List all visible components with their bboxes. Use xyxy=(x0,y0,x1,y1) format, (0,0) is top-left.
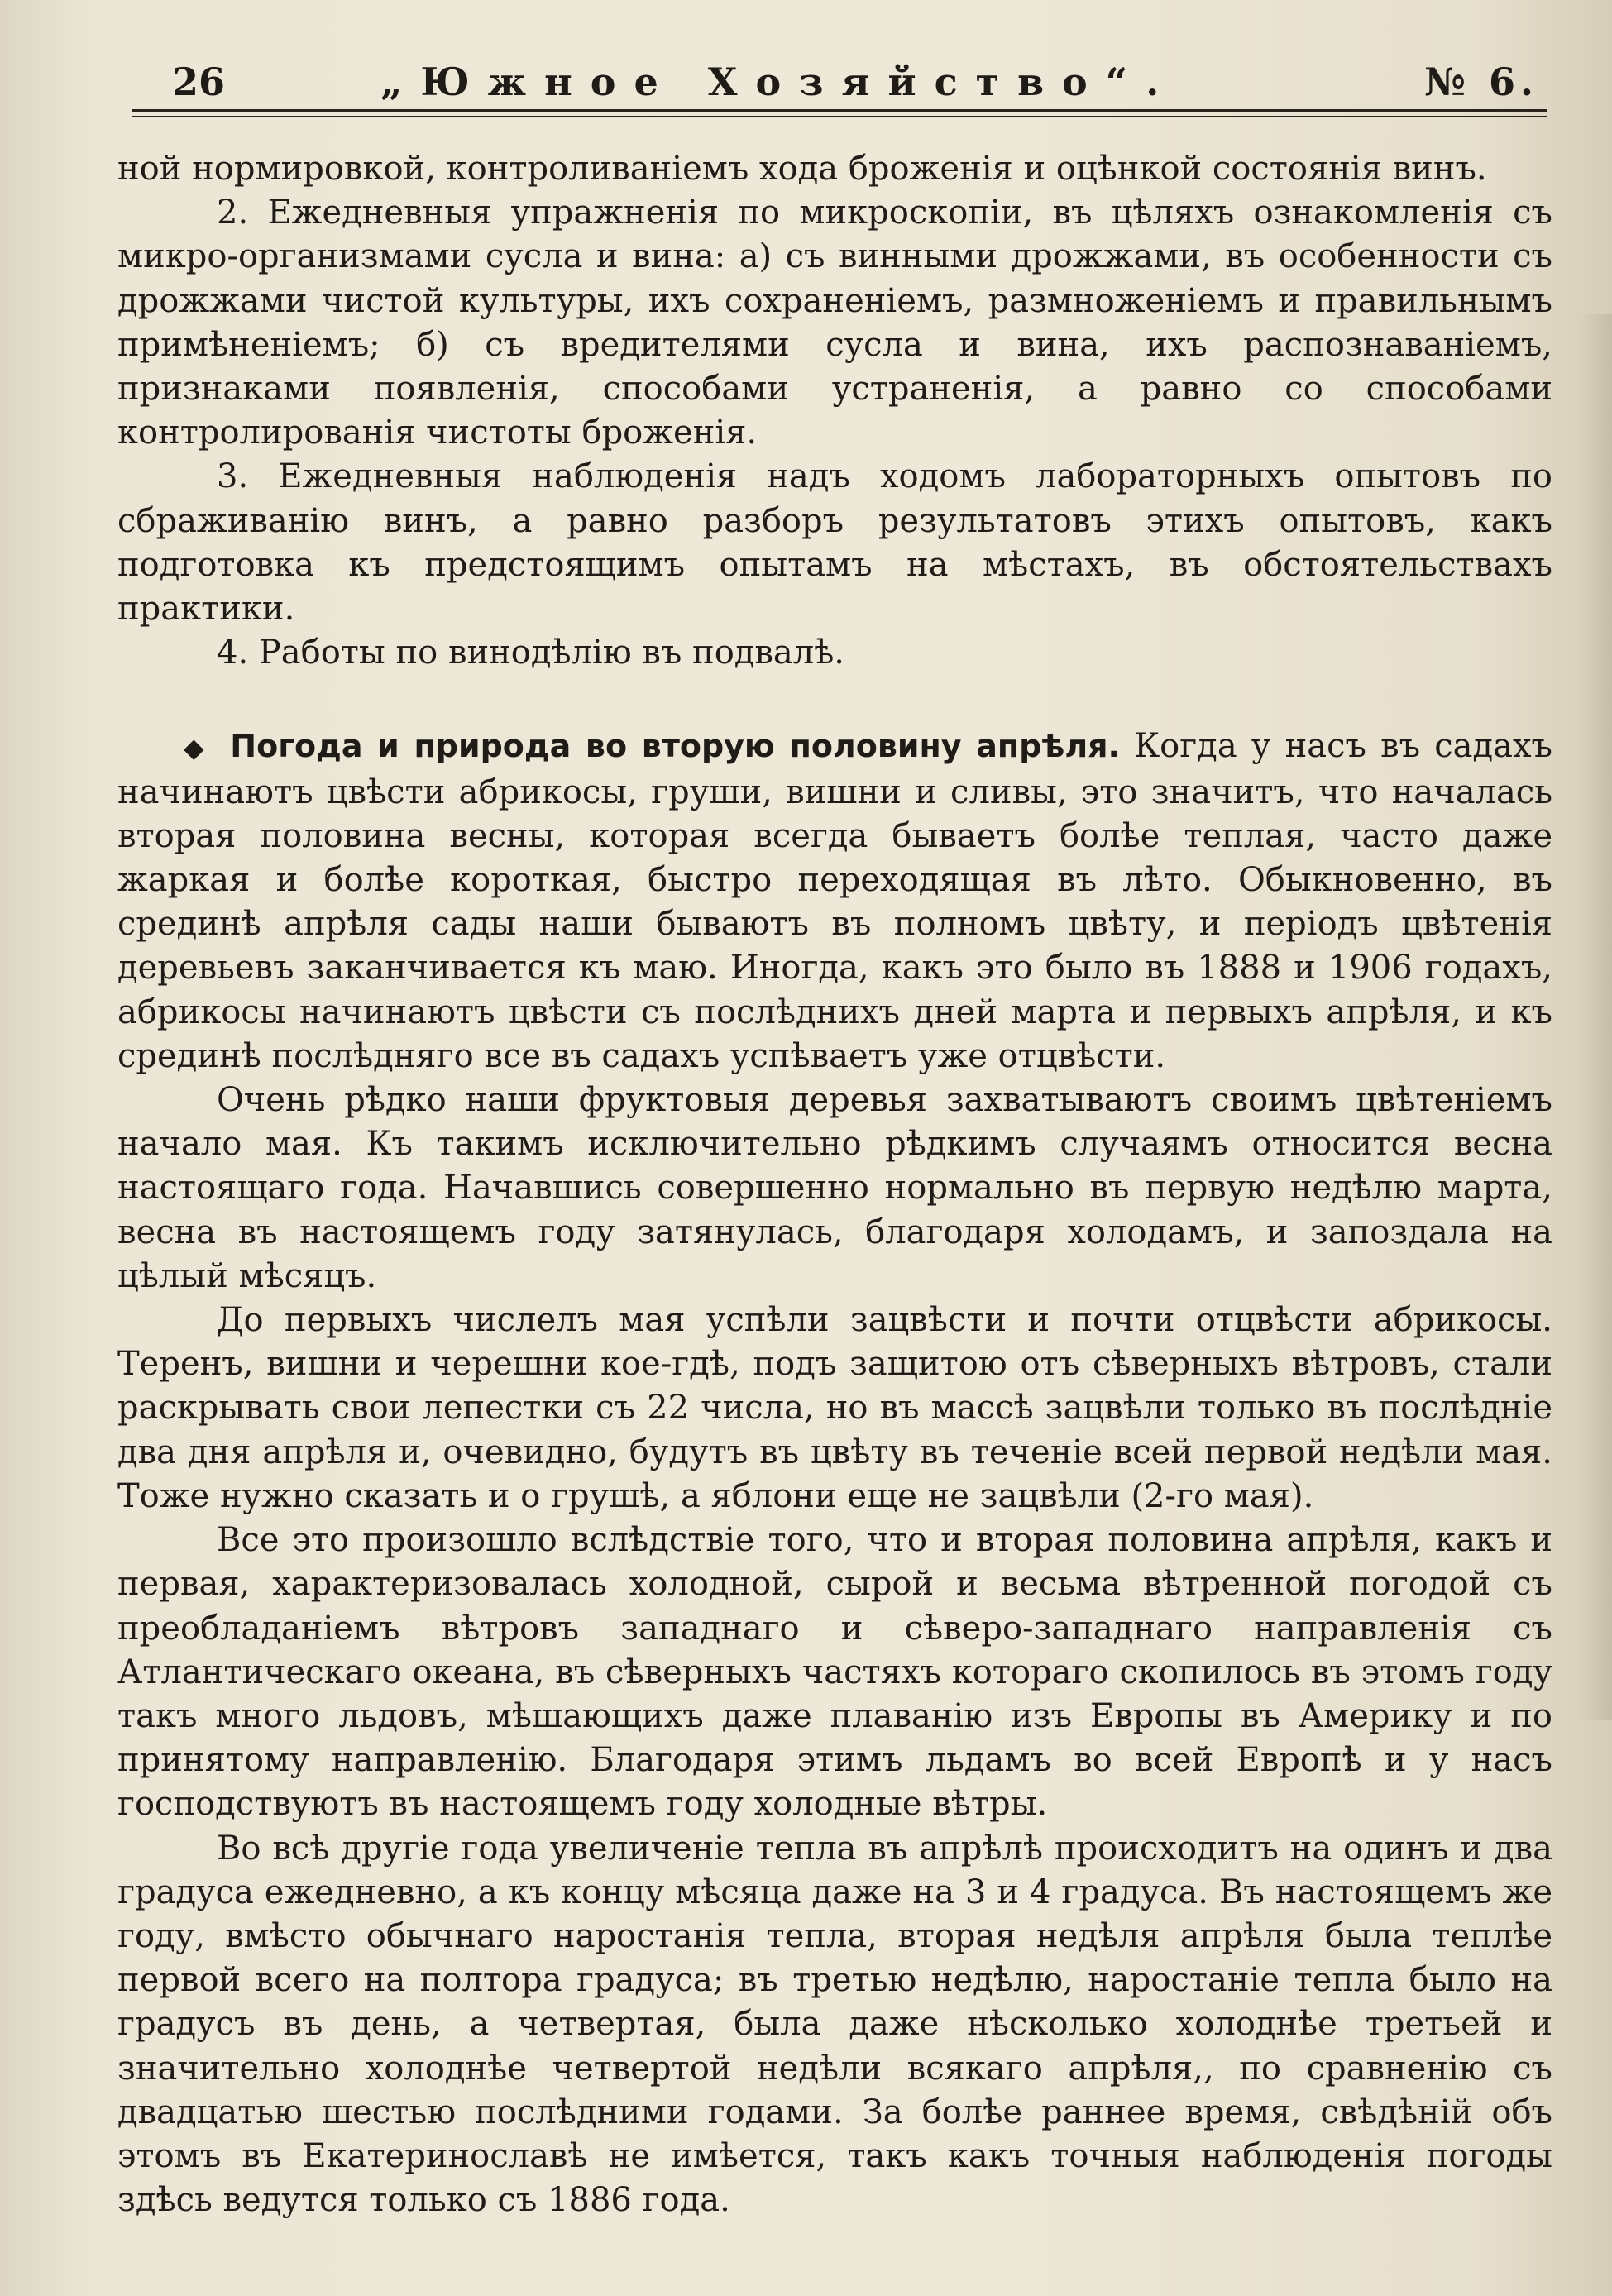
paragraph: 4. Работы по винодѣлію въ подвалѣ. xyxy=(217,634,845,672)
article-lead-text: Когда у насъ въ садахъ начинаютъ цвѣсти абрикосы, груши, вишни и сливы, это значитъ, что началась вторая половина весны, которая всегда бываетъ болѣе теплая, часто даже жаркая и болѣе короткая, быстро переходящая въ лѣто. Обыкновенно, въ срединѣ апрѣля сады наши бываютъ въ полномъ цвѣту, и періодъ цвѣтенія деревьевъ заканчивается къ маю. Иногда, какъ это было въ 1888 и 1906 годахъ, абрикосы начинаютъ цвѣсти съ послѣднихъ дней марта и первыхъ апрѣля, и къ срединѣ послѣдняго все въ садахъ успѣваетъ уже отцвѣсти. xyxy=(117,727,1552,1075)
page-number: 26 xyxy=(172,60,226,104)
paragraph: ной нормировкой, контроливаніемъ хода броженія и оцѣнкой состоянія винъ. xyxy=(117,150,1487,188)
article-lead-paragraph xyxy=(117,725,1552,1079)
running-header xyxy=(132,53,1538,111)
paragraph: До первыхъ числелъ мая успѣли зацвѣсти и почти отцвѣсти абрикосы. Теренъ, вишни и черешни кое-гдѣ, подъ защитою отъ сѣверныхъ вѣтровъ, стали раскрывать свои лепестки съ 22 числа, но въ массѣ зацвѣли только въ послѣдніе два дня апрѣля и, очевидно, будутъ въ цвѣту въ теченіе всей первой недѣли мая. Тоже нужно сказать и о грушѣ, а яблони еще не зацвѣли (2-го мая). xyxy=(117,1301,1552,1515)
header-rule-thin xyxy=(132,116,1547,117)
paragraph: 2. Ежедневныя упражненія по микроскопіи, въ цѣляхъ ознакомленія съ микро-организмами сусла и вина: а) съ винными дрожжами, въ особенности съ дрожжами чистой культуры, ихъ сохраненіемъ, размноженіемъ и правильнымъ примѣненіемъ; б) съ вредителями сусла и вина, ихъ распознаваніемъ, признаками появленія, способами устраненія, а равно со способами контролированія чистоты броженія. xyxy=(117,194,1552,452)
body-text xyxy=(117,147,1552,2222)
paragraph: Во всѣ другіе года увеличеніе тепла въ апрѣлѣ происходитъ на одинъ и два градуса ежедневно, а къ концу мѣсяца даже на 3 и 4 градуса. Въ настоящемъ же году, вмѣсто обычнаго наростанія тепла, вторая недѣля апрѣля была теплѣе первой всего на полтора градуса; въ третью недѣлю, наростаніе тепла было на градусъ въ день, а четвертая, была даже нѣсколько холоднѣе третьей и значительно холоднѣе четвертой недѣли всякаго апрѣля,, по сравненію съ двадцатью шестью послѣдними годами. За болѣе раннее время, свѣдѣній объ этомъ въ Екатеринославѣ не имѣется, такъ какъ точныя наблюденія погоды здѣсь ведутся только съ 1886 года. xyxy=(117,1829,1552,2220)
page-edge-shadow xyxy=(1581,314,1612,1720)
section-marker-icon: ◆ xyxy=(184,732,208,764)
header-rule xyxy=(132,109,1547,112)
issue-number: № 6. xyxy=(1423,60,1538,104)
paragraph: Очень рѣдко наши фруктовыя деревья захватываютъ своимъ цвѣтеніемъ начало мая. Къ такимъ исключительно рѣдкимъ случаямъ относится весна настоящаго года. Начавшись совершенно нормально въ первую недѣлю марта, весна въ настоящемъ году затянулась, благодаря холодамъ, и запоздала на цѣлый мѣсяцъ. xyxy=(117,1081,1552,1295)
journal-title: „Южное Хозяйство“. xyxy=(380,60,1178,104)
article-heading: Погода и природа во вторую половину апрѣля. xyxy=(230,728,1120,765)
paragraph: Все это произошло вслѣдствіе того, что и вторая половина апрѣля, какъ и первая, характеризовалась холодной, сырой и весьма вѣтренной погодой съ преобладаніемъ вѣтровъ западнаго и сѣверо-западнаго направленія съ Атлантическаго океана, въ сѣверныхъ частяхъ котораго скопилось въ этомъ году такъ много льдовъ, мѣшающихъ даже плаванію изъ Европы въ Америку и по принятому направленію. Благодаря этимъ льдамъ во всей Европѣ и у насъ господствуютъ въ настоящемъ году холодные вѣтры. xyxy=(117,1521,1552,1824)
paragraph: 3. Ежедневныя наблюденія надъ ходомъ лабораторныхъ опытовъ по сбраживанію винъ, а равно разборъ результатовъ этихъ опытовъ, какъ подготовка къ предстоящимъ опытамъ на мѣстахъ, въ обстоятельствахъ практики. xyxy=(117,457,1552,629)
